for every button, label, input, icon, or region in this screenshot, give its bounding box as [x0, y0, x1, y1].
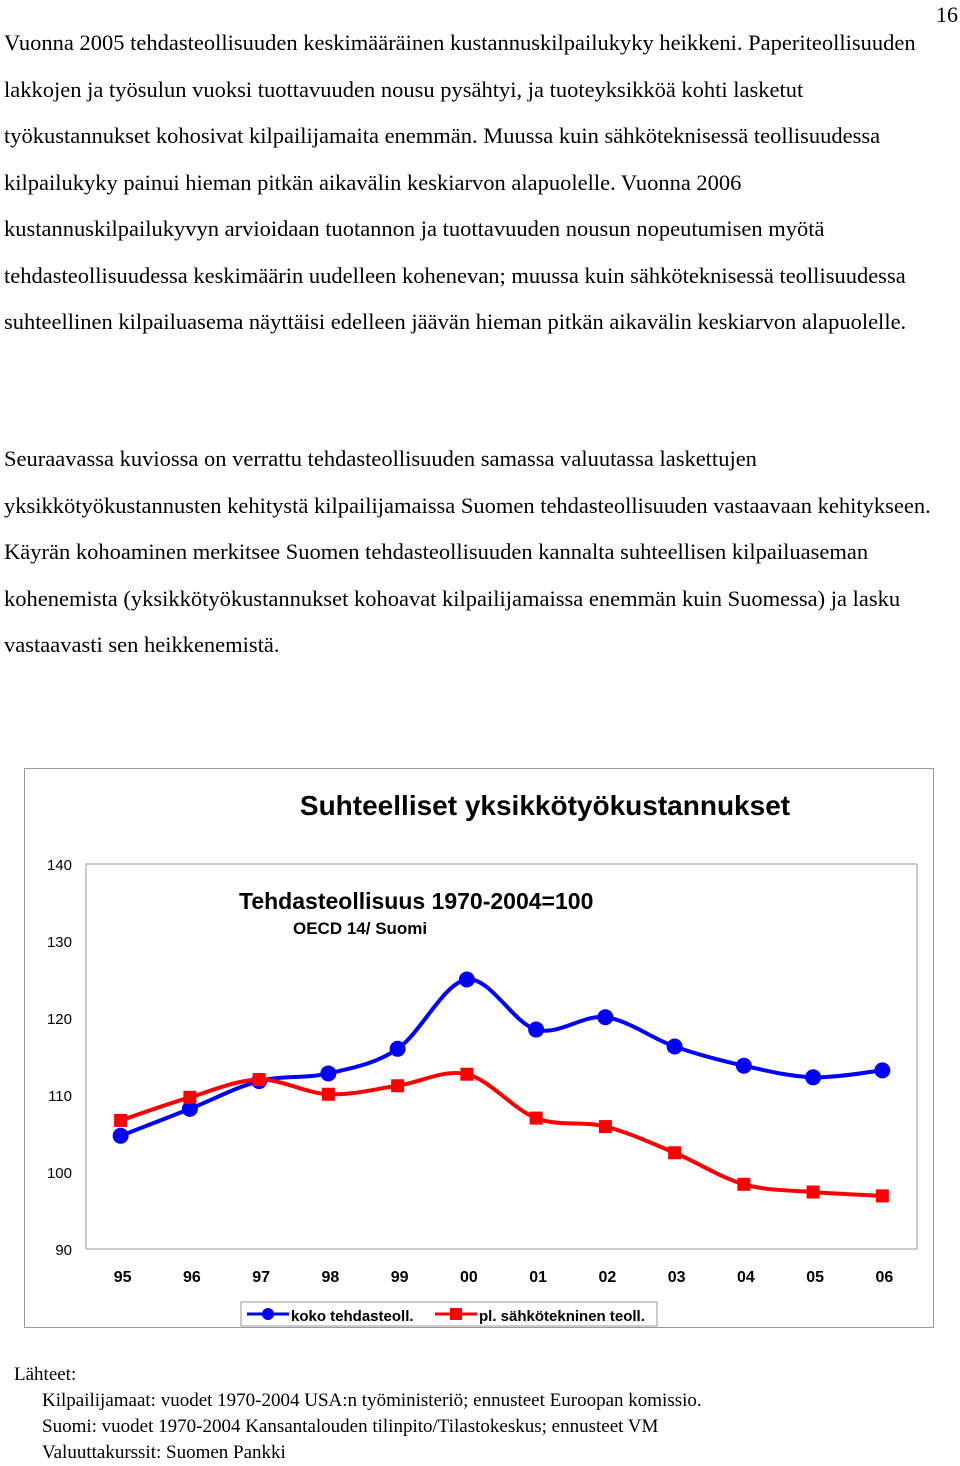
sources-heading: Lähteet: [14, 1364, 77, 1385]
x-tick-label-01: 01 [529, 1269, 548, 1286]
x-tick-label-98: 98 [321, 1269, 340, 1286]
data-point-0-05 [805, 1069, 821, 1085]
data-point-1-03 [668, 1146, 681, 1159]
data-point-0-01 [528, 1022, 544, 1038]
data-point-0-04 [736, 1058, 752, 1074]
x-tick-label-02: 02 [598, 1269, 617, 1286]
legend-label-koko-tehdasteoll: koko tehdasteoll. [291, 1308, 414, 1325]
x-tick-label-03: 03 [667, 1269, 686, 1286]
legend-swatch-marker-red [450, 1308, 462, 1320]
x-tick-label-04: 04 [736, 1269, 755, 1286]
data-point-0-02 [597, 1009, 613, 1025]
chart-subtitle: Tehdasteollisuus 1970-2004=100 [239, 888, 594, 914]
data-point-1-97 [253, 1073, 266, 1086]
y-tick-label-100: 100 [46, 1165, 72, 1182]
data-point-0-06 [874, 1062, 890, 1078]
y-axis-ticks [47, 857, 72, 1259]
chart-frame [24, 768, 934, 1328]
data-point-1-96 [183, 1091, 196, 1104]
x-tick-label-97: 97 [252, 1269, 271, 1286]
source-line-exchange-rates: Valuuttakurssit: Suomen Pankki [42, 1442, 286, 1463]
y-tick-label-110: 110 [48, 1088, 72, 1105]
series-layer [113, 972, 891, 1203]
legend-label-pl-sahkotekninen: pl. sähkötekninen teoll. [479, 1308, 645, 1325]
data-point-0-00 [459, 972, 475, 988]
x-tick-label-05: 05 [806, 1269, 825, 1286]
data-point-1-01 [530, 1112, 543, 1125]
source-line-finland: Suomi: vuodet 1970-2004 Kansantalouden tilinpito/Tilastokeskus; ennusteet VM [42, 1416, 659, 1437]
y-tick-label-120: 120 [46, 1011, 72, 1028]
relative-unit-labour-costs-chart [25, 769, 933, 1327]
paragraph-competitiveness: Vuonna 2005 tehdasteollisuuden keskimääräinen kustannuskilpailukyky heikkeni. Paperiteollisuuden lakkojen ja työsulun vuoksi tuottavuuden nousu pysähtyi, ja tuoteyksikköä kohti lasketut työkustannukset kohosivat kilpailijamaita enemmän. Muussa kuin sähköteknisessä teollisuudessa kilpailukyky painui hieman pitkän aikavälin keskiarvon alapuolelle. Vuonna 2006 kustannuskilpailukyvyn arvioidaan tuotannon ja tuottavuuden nousun nopeutumisen myötä tehdasteollisuudessa keskimäärin uudelleen kohenevan; muussa kuin sähköteknisessä teollisuudessa suhteellinen kilpailuasema näyttäisi edelleen jäävän hieman pitkän aikavälin keskiarvon alapuolelle. [4, 30, 916, 334]
x-axis-ticks [114, 1269, 894, 1286]
legend-swatch-marker-blue [262, 1308, 274, 1320]
series-koko-tehdasteoll [113, 972, 891, 1144]
chart-title: Suhteelliset yksikkötyökustannukset [299, 790, 791, 821]
data-point-0-99 [390, 1041, 406, 1057]
x-tick-label-00: 00 [459, 1269, 478, 1286]
paragraph-chart-intro: Seuraavassa kuviossa on verrattu tehdasteollisuuden samassa valuutassa laskettujen yksikkötyökustannusten kehitystä kilpailijamaissa Suomen tehdasteollisuuden vastaavaan kehitykseen. Käyrän kohoaminen merkitsee Suomen tehdasteollisuuden kannalta suhteellisen kilpailuaseman kohenemista (yksikkötyökustannukset kohoavat kilpailijamaissa enemmän kuin Suomessa) ja lasku vastaavasti sen heikkenemistä. [4, 446, 931, 657]
y-tick-label-140: 140 [46, 857, 72, 874]
data-point-0-98 [320, 1065, 336, 1081]
x-tick-label-99: 99 [390, 1269, 409, 1286]
data-point-0-95 [113, 1128, 129, 1144]
data-point-1-00 [460, 1068, 473, 1081]
data-point-1-98 [322, 1088, 335, 1101]
x-tick-label-95: 95 [113, 1269, 132, 1286]
y-tick-label-90: 90 [55, 1242, 72, 1259]
data-point-1-02 [599, 1120, 612, 1133]
data-point-0-03 [667, 1038, 683, 1054]
series-pl-sahkotekninen [114, 1068, 889, 1203]
legend [241, 1302, 657, 1326]
x-tick-label-96: 96 [182, 1269, 201, 1286]
chart-subtitle-secondary: OECD 14/ Suomi [293, 919, 428, 938]
source-line-competitors: Kilpailijamaat: vuodet 1970-2004 USA:n työministeriö; ennusteet Euroopan komissio. [42, 1390, 702, 1411]
series-line-0 [121, 979, 883, 1135]
data-point-1-06 [876, 1189, 889, 1202]
data-point-1-95 [114, 1114, 127, 1127]
page-number: 16 [936, 2, 958, 27]
data-point-1-99 [391, 1079, 404, 1092]
data-point-1-04 [737, 1178, 750, 1191]
y-tick-label-130: 130 [46, 934, 72, 951]
sources-block [14, 1362, 944, 1466]
data-point-1-05 [807, 1186, 820, 1199]
x-tick-label-06: 06 [875, 1269, 894, 1286]
